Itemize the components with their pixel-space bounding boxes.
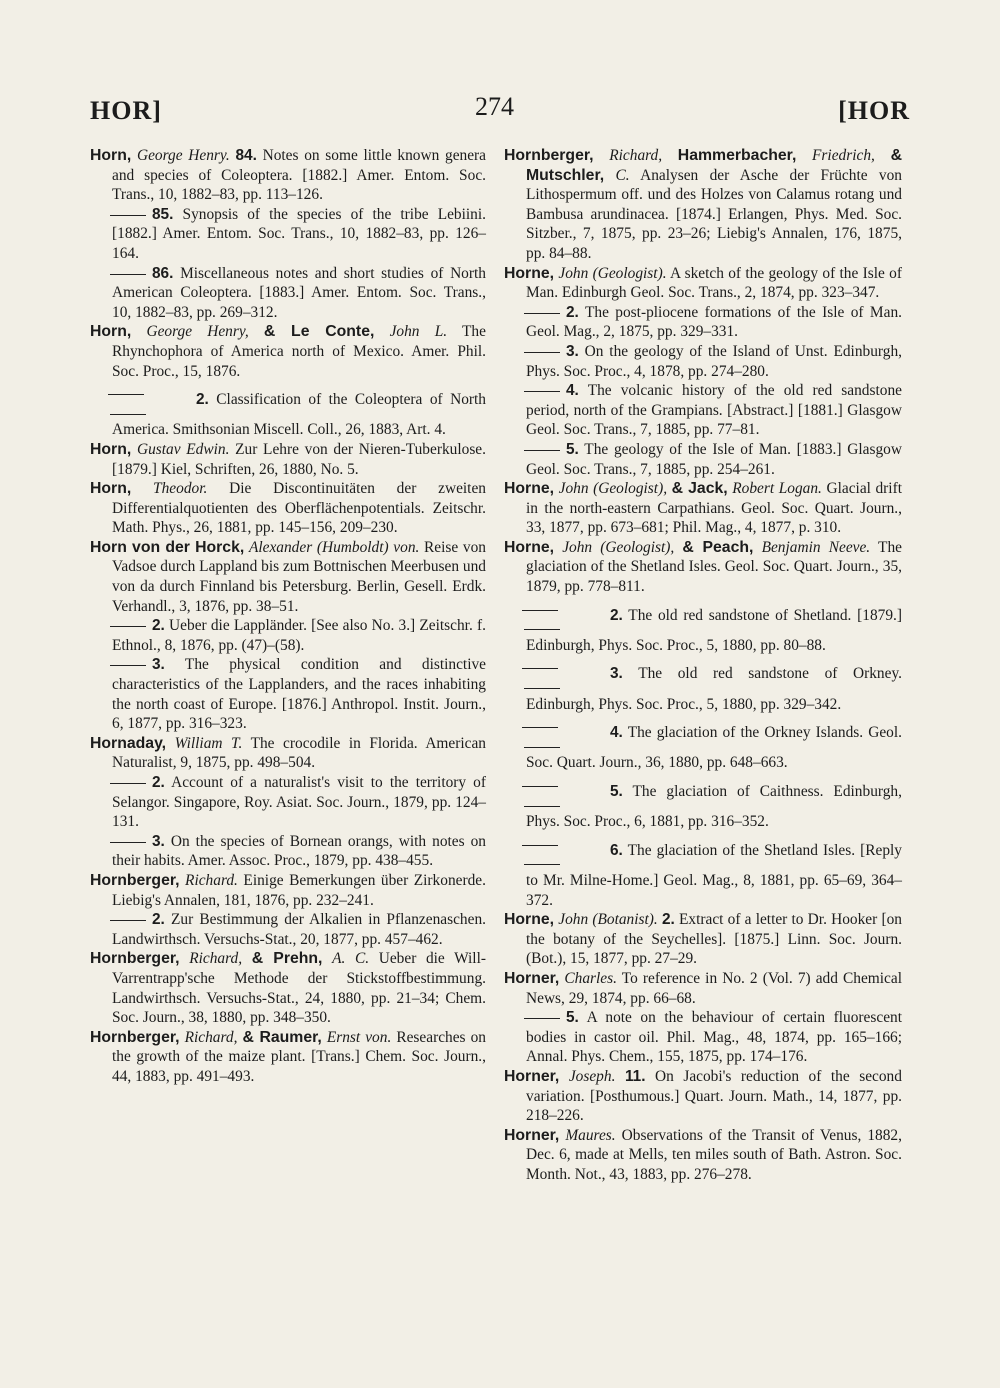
- entry-text: The glaciation of Caithness. Edinburgh, Phys. Soc. Proc., 6, 1881, pp. 316–352.: [526, 783, 902, 831]
- author-given: John (Geologist),: [562, 538, 675, 556]
- entry-number: 2.: [661, 911, 675, 929]
- bibliography-entry: [504, 1067, 902, 1126]
- bibliography-entry: [504, 969, 902, 1008]
- double-ditto-dash: [524, 655, 604, 694]
- author-given: Theodor.: [153, 480, 208, 498]
- coauthor-name: & Mutschler,: [526, 147, 902, 184]
- left-column: [90, 146, 486, 1087]
- entry-text: The old red sandstone of Shetland. [1879.] Edinburgh, Phys. Soc. Proc., 5, 1880, pp. 80–88.: [526, 606, 902, 654]
- entry-text: A note on the behaviour of certain fluorescent bodies in castor oil. Phil. Mag., 48, 1874, pp. 165–166; Annal. Phys. Chem., 155, 1875, pp. 174–176.: [526, 1009, 902, 1066]
- bibliography-entry: [504, 381, 902, 440]
- author-given: Charles.: [564, 969, 617, 987]
- coauthor-given: Robert Logan.: [732, 480, 822, 498]
- entry-number: 85.: [152, 205, 174, 223]
- author-name: Hornaday,: [90, 734, 167, 752]
- coauthor-name: & Peach,: [682, 538, 754, 556]
- entry-text: The glaciation of the Shetland Isles. Geol. Soc. Quart. Journ., 35, 1879, pp. 778–811.: [526, 538, 902, 596]
- bibliography-entry: [90, 538, 486, 616]
- entry-number: 2.: [152, 774, 165, 791]
- running-header: [90, 92, 910, 136]
- ditto-dash: [110, 783, 146, 784]
- author-given: Maures.: [565, 1126, 616, 1144]
- entry-text: Extract of a letter to Dr. Hooker [on the botany of the Seychelles]. [1875.] Linn. Soc. Journ. (Bot.), 15, 1877, pp. 27–29.: [526, 911, 902, 968]
- author-name: Horne,: [504, 480, 555, 498]
- entry-text: Zur Bestimmung der Alkalien in Pflanzenaschen. Landwirthsch. Versuchs-Stat., 20, 1877, pp. 457–462.: [112, 911, 486, 948]
- entry-number: 2.: [152, 911, 165, 929]
- entry-text: Notes on some little known genera and species of Coleoptera. [1882.] Amer. Entom. Soc. Trans., 10, 1882–83, pp. 113–126.: [112, 147, 487, 204]
- entry-text: Researches on the growth of the maize plant. [Trans.] Chem. Soc. Journ., 44, 1883, pp. 491–493.: [112, 1028, 486, 1085]
- coauthor-given: A. C.: [332, 950, 370, 968]
- author-name: Hornberger,: [90, 950, 180, 968]
- entry-number: 84.: [235, 147, 257, 164]
- bibliography-entry: [90, 1028, 486, 1087]
- entry-number: 2.: [610, 606, 623, 624]
- ditto-dash: [524, 391, 560, 392]
- header-right: [HOR: [838, 96, 910, 125]
- entry-number: 3.: [610, 665, 623, 683]
- bibliography-entry: [90, 146, 486, 205]
- bibliography-entry: [504, 342, 902, 381]
- author-given: George Henry,: [146, 323, 249, 341]
- author-name: Horn,: [90, 323, 132, 341]
- bibliography-entry: [90, 322, 486, 381]
- author-name: Horn,: [90, 480, 132, 498]
- entry-text: Analysen der Asche der Früchte von Lithospermum off. und des Holzes von Calamus rotang und Bambusa arundinacea. [1874.] Erlangen, Phys. Med. Soc. Sitzber., 7, 1875, pp. 23–26; Liebig's Annalen, 176, 1875, pp. 84–88.: [526, 166, 902, 262]
- author-given: John (Geologist),: [558, 480, 668, 498]
- entry-text: Account of a naturalist's visit to the territory of Selangor. Singapore, Roy. Asiat. Soc. Journ., 1879, pp. 124–131.: [112, 774, 487, 831]
- coauthor-given: C.: [615, 166, 630, 184]
- author-given: George Henry.: [136, 147, 230, 164]
- bibliography-entry: [90, 949, 486, 1027]
- author-name: Horne,: [504, 264, 555, 282]
- entry-number: 3.: [566, 342, 579, 360]
- bibliography-entry: [504, 832, 902, 910]
- entry-text: Ueber die Lappländer. [See also No. 3.] Zeitschr. f. Ethnol., 8, 1876, pp. (47)–(58).: [112, 617, 486, 654]
- ditto-dash: [110, 920, 146, 921]
- author-name: Hornberger,: [90, 871, 180, 889]
- entry-text: Die Discontinuitäten der zweiten Differentialquotienten des Oberflächenpotentials. Zeitschr. Math. Phys., 26, 1881, pp. 145–156, 209–230.: [112, 480, 486, 537]
- entry-number: 3.: [152, 656, 165, 674]
- ditto-dash: [524, 313, 560, 314]
- bibliography-entry: [504, 1126, 902, 1185]
- entry-text: The physical condition and distinctive characteristics of the Lapplanders, and the races inhabiting the north coast of Europe. [1876.] Anthropol. Instit. Journ., 6, 1877, pp. 316–323.: [112, 656, 486, 733]
- author-name: Horne,: [504, 538, 555, 556]
- author-name: Hornberger,: [90, 1028, 180, 1046]
- entry-text: To reference in No. 2 (Vol. 7) add Chemical News, 29, 1874, pp. 66–68.: [526, 969, 902, 1007]
- entry-text: Zur Lehre von der Nieren-Tuberkulose. [1879.] Kiel, Schriften, 26, 1880, No. 5.: [112, 440, 486, 478]
- author-given: John (Botanist).: [558, 911, 658, 929]
- author-given: William T.: [174, 734, 243, 752]
- header-left: HOR]: [90, 96, 162, 125]
- entry-text: Glacial drift in the north-eastern Carpathians. Geol. Soc. Quart. Journ., 33, 1877, pp. 673–681; Phil. Mag., 4, 1877, p. 310.: [526, 480, 902, 537]
- bibliography-entry: [504, 264, 902, 303]
- coauthor-name: & Prehn,: [251, 950, 323, 968]
- bibliography-entry: [90, 440, 486, 479]
- author-name: Horn von der Horck,: [90, 538, 245, 556]
- ditto-dash: [110, 626, 146, 627]
- bibliography-entry: [90, 832, 486, 871]
- bibliography-entry: [504, 479, 902, 538]
- entry-number: 4.: [566, 382, 579, 400]
- bibliography-entry: [504, 440, 902, 479]
- entry-number: 5.: [610, 783, 623, 801]
- coauthor-given: Benjamin Neeve.: [761, 538, 871, 556]
- entry-text: On the geology of the Island of Unst. Edinburgh, Phys. Soc. Proc., 4, 1878, pp. 274–280.: [526, 342, 902, 380]
- bibliography-entry: [90, 655, 486, 733]
- entry-number: 4.: [610, 724, 623, 742]
- bibliography-entry: [90, 871, 486, 910]
- bibliography-entry: [504, 910, 902, 969]
- bibliography-entry: [90, 381, 486, 440]
- coauthor-name: & Jack,: [671, 480, 728, 498]
- bibliography-entry: [504, 538, 902, 597]
- entry-text: On Jacobi's reduction of the second variation. [Posthumous.] Quart. Journ. Math., 14, 1877, pp. 218–226.: [526, 1067, 902, 1125]
- entry-text: Reise von Vadsoe durch Lappland bis zum Bottnischen Meerbusen und von da durch Finnland bis Petersburg. Berlin, Gesell. Erdk. Verhandl., 3, 1876, pp. 38–51.: [112, 538, 486, 615]
- bibliography-entry: [504, 773, 902, 832]
- entry-text: The glaciation of the Orkney Islands. Geol. Soc. Quart. Journ., 36, 1880, pp. 648–663.: [526, 724, 902, 772]
- coauthor-name: & Raumer,: [242, 1028, 322, 1046]
- ditto-dash: [524, 1018, 560, 1019]
- bibliography-entry: [90, 205, 486, 264]
- bibliography-entry: [504, 655, 902, 714]
- ditto-dash: [110, 274, 146, 275]
- double-ditto-dash: [110, 381, 190, 420]
- double-ditto-dash: [524, 714, 604, 753]
- ditto-dash: [524, 450, 560, 451]
- entry-number: 5.: [566, 1009, 579, 1027]
- entry-number: 86.: [152, 264, 174, 282]
- right-column: [504, 146, 902, 1184]
- entry-text: Synopsis of the species of the tribe Lebiini. [1882.] Amer. Entom. Soc. Trans., 10, 1882–83, pp. 126–164.: [112, 205, 486, 262]
- coauthor-name: & Le Conte,: [263, 323, 375, 341]
- entry-number: 5.: [566, 440, 579, 458]
- bibliography-entry: [90, 773, 486, 832]
- author-name: Hornberger,: [504, 147, 594, 164]
- entry-number: 2.: [196, 391, 209, 409]
- author-name: Horner,: [504, 1067, 560, 1085]
- entry-text: Ueber die Will-Varrentrapp'sche Methode der Stickstoffbestimmung. Landwirthsch. Versuchs-Stat., 24, 1880, pp. 21–34; Chem. Soc. Journ., 38, 1880, pp. 348–350.: [112, 950, 486, 1027]
- coauthor-given: Friedrich,: [812, 147, 875, 164]
- entry-text: On the species of Bornean orangs, with notes on their habits. Amer. Assoc. Proc., 1879, pp. 438–455.: [112, 832, 486, 870]
- author-given: John (Geologist).: [558, 264, 667, 282]
- ditto-dash: [524, 352, 560, 353]
- page-number: 274: [475, 92, 514, 121]
- bibliography-entry: [504, 714, 902, 773]
- bibliography-entry: [504, 146, 902, 264]
- entry-text: The post-pliocene formations of the Isle of Man. Geol. Mag., 2, 1875, pp. 329–331.: [526, 303, 902, 341]
- author-name: Horn,: [90, 440, 132, 458]
- entry-number: 3.: [152, 832, 165, 850]
- author-given: Richard.: [185, 871, 238, 889]
- entry-text: Classification of the Coleoptera of North America. Smithsonian Miscell. Coll., 26, 1883, Art. 4.: [112, 391, 486, 439]
- bibliography-entry: [504, 597, 902, 656]
- entry-text: A sketch of the geology of the Isle of Man. Edinburgh Geol. Soc. Trans., 2, 1874, pp. 323–347.: [526, 264, 902, 302]
- author-given: Richard,: [184, 1028, 238, 1046]
- coauthor-given: Ernst von.: [326, 1028, 392, 1046]
- author-given: Joseph.: [568, 1067, 616, 1085]
- double-ditto-dash: [524, 832, 604, 871]
- author-given: Gustav Edwin.: [136, 440, 230, 458]
- bibliography-entry: [90, 910, 486, 949]
- entry-text: Observations of the Transit of Venus, 1882, Dec. 6, made at Mells, ten miles south of Bath. Astron. Soc. Month. Not., 43, 1883, pp. 276–278.: [526, 1126, 902, 1183]
- bibliography-entry: [90, 616, 486, 655]
- entry-text: The Rhynchophora of America north of Mexico. Amer. Phil. Soc. Proc., 15, 1876.: [112, 323, 486, 380]
- double-ditto-dash: [524, 597, 604, 636]
- coauthor-name: Hammerbacher,: [677, 147, 797, 164]
- bibliography-entry: [90, 734, 486, 773]
- bibliography-entry: [504, 303, 902, 342]
- entry-text: Miscellaneous notes and short studies of North American Coleoptera. [1883.] Amer. Entom. Soc. Trans., 10, 1882–83, pp. 269–312.: [112, 264, 486, 321]
- author-given: Alexander (Humboldt) von.: [248, 538, 420, 556]
- ditto-dash: [110, 665, 146, 666]
- entry-number: 6.: [610, 841, 623, 859]
- double-ditto-dash: [524, 773, 604, 812]
- entry-text: The crocodile in Florida. American Naturalist, 9, 1875, pp. 498–504.: [112, 734, 486, 772]
- ditto-dash: [110, 215, 146, 216]
- entry-number: 11.: [624, 1067, 646, 1085]
- entry-text: The volcanic history of the old red sandstone period, north of the Grampians. [Abstract.] [1881.] Glasgow Geol. Soc. Trans., 7, 1885, pp. 77–81.: [526, 382, 902, 439]
- author-name: Horne,: [504, 911, 555, 929]
- entry-number: 2.: [152, 617, 165, 635]
- author-given: Richard,: [189, 950, 243, 968]
- author-name: Horner,: [504, 969, 560, 987]
- author-given: Richard,: [609, 147, 663, 164]
- entry-number: 2.: [566, 303, 579, 321]
- bibliography-entry: [504, 1008, 902, 1067]
- ditto-dash: [110, 842, 146, 843]
- bibliography-entry: [90, 264, 486, 323]
- entry-text: Einige Bemerkungen über Zirkonerde. Liebig's Annalen, 181, 1876, pp. 232–241.: [112, 871, 486, 909]
- entry-text: The old red sandstone of Orkney. Edinburgh, Phys. Soc. Proc., 5, 1880, pp. 329–342.: [526, 665, 902, 713]
- author-name: Horn,: [90, 147, 132, 164]
- bibliography-entry: [90, 479, 486, 538]
- entry-text: The geology of the Isle of Man. [1883.] Glasgow Geol. Soc. Trans., 7, 1885, pp. 254–261.: [526, 440, 902, 478]
- entry-text: The glaciation of the Shetland Isles. [Reply to Mr. Milne-Home.] Geol. Mag., 8, 1881, pp. 65–69, 364–372.: [526, 841, 902, 909]
- coauthor-given: John L.: [389, 323, 448, 341]
- author-name: Horner,: [504, 1126, 560, 1144]
